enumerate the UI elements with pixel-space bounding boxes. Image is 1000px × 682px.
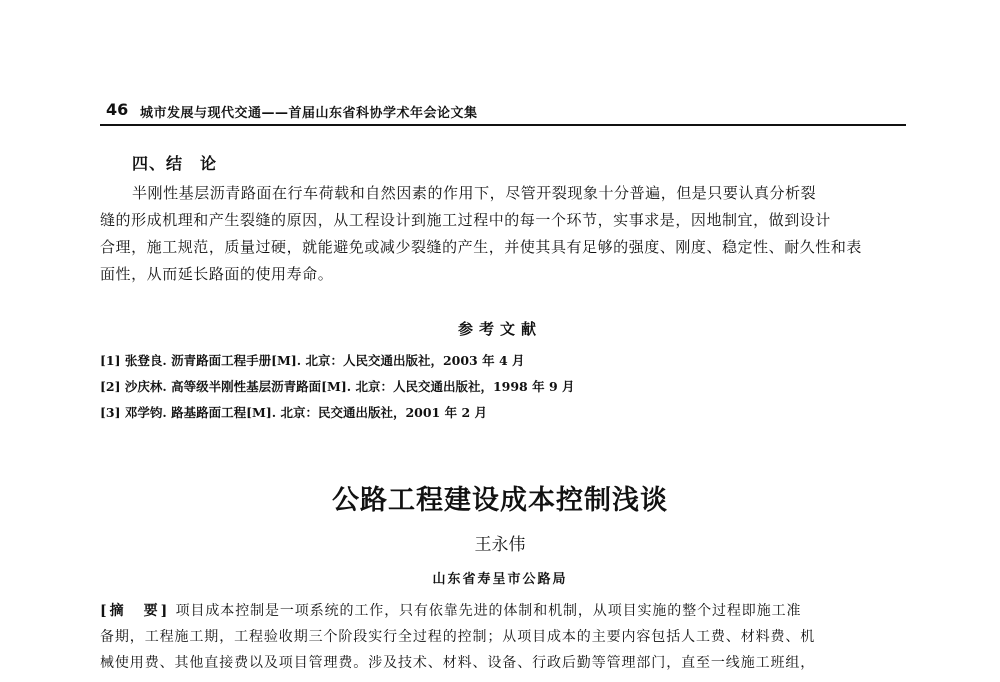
author-name: 王永伟 [474,535,526,555]
conclusion-line: 缝的形成机理和产生裂缝的原因，从工程设计到施工过程中的每一个环节，实事求是，因地制宜，做到设计 [100,211,831,229]
abstract-line [100,598,906,624]
reference-item: [1] 张登良. 沥青路面工程手册[M]. 北京：人民交通出版社，2003 年 4 月 [100,353,525,368]
abstract-label: [摘 要] [100,603,171,619]
references-list [100,348,906,426]
abstract-line: 备期，工程施工期，工程验收期三个阶段实行全过程的控制；从项目成本的主要内容包括人工费、材料费、机 [100,629,816,645]
page-number: 46 [106,100,129,119]
article-title: 公路工程建设成本控制浅谈 [332,485,668,516]
abstract-text: 项目成本控制是一项系统的工作，只有依靠先进的体制和机制，从项目实施的整个过程即施工准 [175,603,802,619]
conclusion-line: 半刚性基层沥青路面在行车荷载和自然因素的作用下，尽管开裂现象十分普遍，但是只要认真分析裂 [132,184,817,202]
abstract-paragraph [100,598,906,676]
running-head-title: 城市发展与现代交通——首届山东省科协学术年会论文集 [140,106,478,121]
author-affiliation: 山东省寿呈市公路局 [432,572,568,587]
conclusion-paragraph [100,180,906,288]
references-heading: 参考文献 [457,320,542,338]
reference-item: [3] 邓学钧. 路基路面工程[M]. 北京：民交通出版社，2001 年 2 月 [100,405,487,420]
conclusion-line: 面性，从而延长路面的使用寿命。 [100,265,334,283]
conclusion-line: 合理，施工规范，质量过硬，就能避免或减少裂缝的产生，并使其具有足够的强度、刚度、稳定性、耐久性和表 [100,238,862,256]
running-head [100,98,906,126]
abstract-line: 械使用费、其他直接费以及项目管理费。涉及技术、材料、设备、行政后勤等管理部门，直至一线施工班组， [100,655,816,671]
reference-item: [2] 沙庆林. 高等级半刚性基层沥青路面[M]. 北京：人民交通出版社，1998 年 9 月 [100,379,575,394]
conclusion-heading: 四、结 论 [132,154,218,173]
